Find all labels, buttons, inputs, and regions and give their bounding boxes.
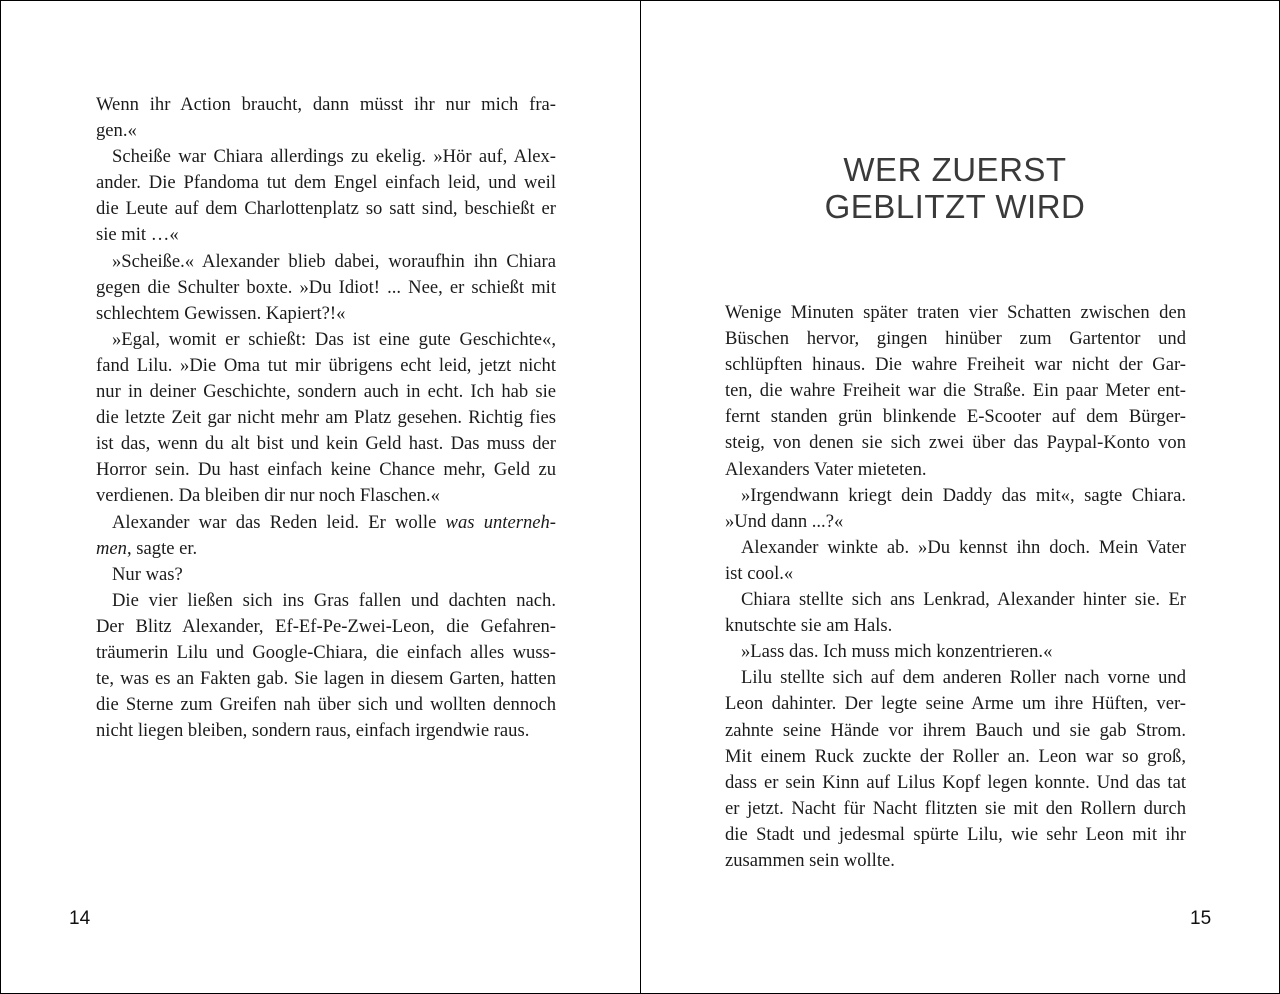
page-number: 14: [69, 908, 91, 929]
text-line: ist das, wenn du alt bist und kein Geld hast. Das muss der: [96, 433, 556, 455]
text-line: Alexanders Vater mieteten.: [725, 458, 927, 480]
text-line: Leon dahinter. Der legte seine Arme um ihre Hüften, ver-: [725, 693, 1186, 715]
text-line: die Sterne zum Greifen nah über sich und wollten dennoch: [96, 694, 556, 716]
page-number: 15: [1190, 908, 1212, 929]
text-line: dass er sein Kinn auf Lilus Kopf legen konnte. Und das tat: [725, 771, 1186, 793]
text-line: »Lass das. Ich muss mich konzentrieren.«: [741, 641, 1053, 663]
text-line: die Stadt und jedesmal spürte Lilu, wie sehr Leon mit ihr: [725, 823, 1186, 845]
text-line: gegen die Schulter boxte. »Du Idiot! ... Nee, er schießt mit: [96, 276, 556, 298]
italic-text-segment: was unterneh-: [445, 511, 556, 533]
text-line: fernt standen grün blinkende E-Scooter auf dem Bürger-: [725, 406, 1186, 428]
text-line: »Irgendwann kriegt dein Daddy das mit«, sagte Chiara.: [741, 484, 1186, 506]
text-line: nur in deiner Geschichte, sondern auch in echt. Ich hab sie: [96, 381, 556, 403]
text-segment: Alexander war das Reden leid. Er wolle: [112, 511, 446, 533]
text-line: Horror sein. Du hast einfach keine Chance mehr, Geld zu: [96, 459, 556, 481]
text-line: Chiara stellte sich ans Lenkrad, Alexander hinter sie. Er: [741, 589, 1186, 611]
text-line: fand Lilu. »Die Oma tut mir übrigens echt leid, jetzt nicht: [96, 354, 556, 376]
chapter-title-line: WER ZUERST: [843, 151, 1067, 188]
text-line: »Egal, womit er schießt: Das ist eine gute Geschichte«,: [112, 328, 556, 350]
text-line: Wenn ihr Action braucht, dann müsst ihr nur mich fra-: [96, 94, 556, 115]
text-line: sie mit …«: [96, 224, 179, 246]
chapter-title: [641, 151, 1269, 225]
right-page-body-text: [725, 300, 1186, 874]
text-line: ander. Die Pfandoma tut dem Engel einfach leid, und weil: [96, 172, 556, 194]
text-line: zusammen sein wollte.: [725, 849, 895, 871]
left-page-body-text: [96, 92, 556, 744]
text-line: »Scheiße.« Alexander blieb dabei, woraufhin ihn Chiara: [112, 250, 556, 272]
text-line: die Leute auf dem Charlottenplatz so satt sind, beschießt er: [96, 198, 556, 220]
text-line: steig, von denen sie sich zwei über das Paypal-Konto von: [725, 432, 1186, 454]
text-line: nicht liegen bleiben, sondern raus, einfach irgendwie raus.: [96, 720, 530, 742]
right-page: [641, 1, 1279, 993]
text-line: Nur was?: [112, 563, 183, 585]
text-line: »Und dann ...?«: [725, 510, 844, 532]
text-line: die letzte Zeit gar nicht mehr am Platz gesehen. Richtig fies: [96, 407, 556, 429]
text-line: te, was es an Fakten gab. Sie lagen in diesem Garten, hatten: [96, 668, 556, 690]
text-line: schlechtem Gewissen. Kapiert?!«: [96, 302, 346, 324]
left-page: [1, 1, 640, 993]
text-line: träumerin Lilu und Google-Chiara, die einfach alles wuss-: [96, 641, 556, 663]
text-line: ten, die wahre Freiheit war die Straße. Ein paar Meter ent-: [725, 380, 1186, 402]
text-line: verdienen. Da bleiben dir nur noch Flaschen.«: [96, 485, 440, 507]
text-line: Scheiße war Chiara allerdings zu ekelig. »Hör auf, Alex-: [112, 146, 556, 168]
text-line: [96, 536, 556, 562]
text-line: Lilu stellte sich auf dem anderen Roller nach vorne und: [741, 667, 1186, 689]
italic-text-segment: men: [96, 537, 127, 559]
text-line: Büschen hervor, gingen hinüber zum Gartentor und: [725, 328, 1186, 350]
text-line: Mit einem Ruck zuckte der Roller an. Leon war so groß,: [725, 745, 1186, 767]
text-line: Alexander winkte ab. »Du kennst ihn doch. Mein Vater: [741, 536, 1186, 558]
text-line: knutschte sie am Hals.: [725, 615, 893, 637]
text-line: er jetzt. Nacht für Nacht flitzten sie mit den Rollern durch: [725, 797, 1186, 819]
text-line: Die vier ließen sich ins Gras fallen und dachten nach.: [112, 589, 556, 611]
text-line: zahnte seine Hände vor ihrem Bauch und sie gab Strom.: [725, 719, 1186, 741]
text-line: gen.«: [96, 120, 137, 142]
text-line: ist cool.«: [725, 562, 794, 584]
chapter-title-line: GEBLITZT WIRD: [824, 188, 1086, 225]
text-line: [96, 510, 556, 536]
text-line: Wenige Minuten später traten vier Schatten zwischen den: [725, 302, 1186, 323]
text-line: schlüpften hinaus. Die wahre Freiheit war nicht der Gar-: [725, 354, 1186, 376]
text-segment: , sagte er.: [126, 537, 198, 559]
text-line: Der Blitz Alexander, Ef-Ef-Pe-Zwei-Leon, die Gefahren-: [96, 615, 556, 637]
